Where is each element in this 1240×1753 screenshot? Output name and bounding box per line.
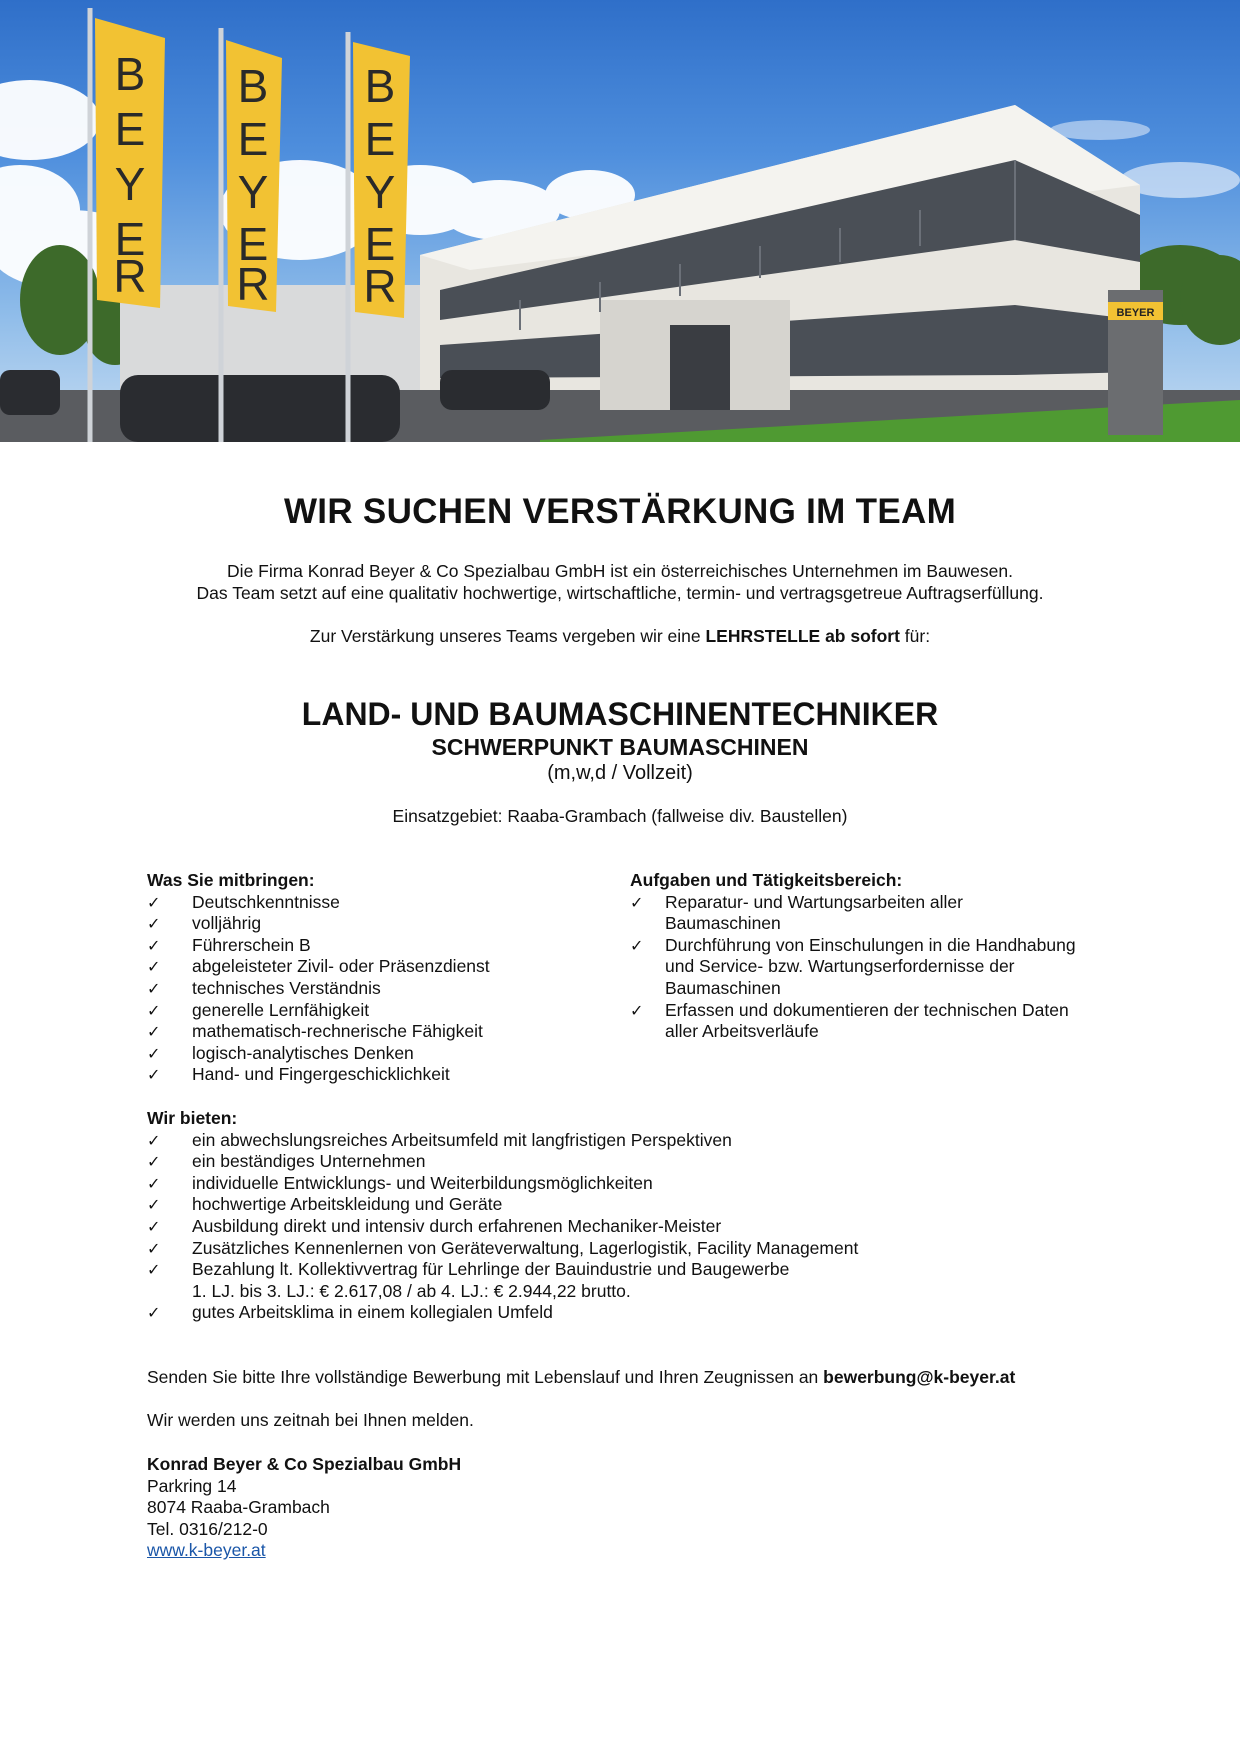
check-icon: ✓: [147, 1000, 161, 1020]
svg-text:E: E: [114, 213, 146, 265]
check-icon: ✓: [147, 1130, 161, 1150]
check-icon: ✓: [630, 1000, 644, 1020]
svg-text:R: R: [363, 260, 397, 312]
beyer-sign: [1108, 290, 1163, 435]
check-icon: ✓: [147, 1065, 161, 1085]
apply-email[interactable]: bewerbung@k-beyer.at: [823, 1367, 1016, 1387]
list-item-text: hochwertige Arbeitskleidung und Geräte: [192, 1194, 503, 1215]
job-title: LAND- UND BAUMASCHINENTECHNIKER: [301, 696, 939, 732]
check-icon: ✓: [147, 1022, 161, 1042]
list-item-text: Durchführung von Einschulungen in die Handhabung und Service- bzw. Wartungserfordernisse der Baumaschinen: [665, 934, 1076, 998]
check-icon: ✓: [147, 1260, 161, 1280]
list-item: [147, 913, 607, 935]
list-item-text: Zusätzliches Kennenlernen von Geräteverwaltung, Lagerlogistik, Facility Management: [192, 1237, 859, 1258]
check-icon: ✓: [147, 1303, 161, 1323]
list-item-text: Ausbildung direkt und intensiv durch erfahrenen Mechaniker-Meister: [192, 1215, 722, 1236]
list-item: [147, 1064, 607, 1086]
building-illustration: [0, 0, 1240, 442]
check-icon: ✓: [630, 935, 644, 955]
check-icon: ✓: [147, 978, 161, 998]
list-item-text: volljährig: [192, 913, 262, 934]
list-item-text: generelle Lernfähigkeit: [192, 999, 370, 1020]
svg-text:R: R: [236, 258, 270, 310]
reply-note: Wir werden uns zeitnah bei Ihnen melden.: [147, 1410, 474, 1430]
list-item: [147, 1194, 1147, 1216]
offer-prefix: Zur Verstärkung unseres Teams vergeben wir eine: [309, 626, 706, 646]
check-icon: ✓: [147, 1195, 161, 1215]
check-icon: ✓: [147, 1216, 161, 1236]
list-item: [147, 1043, 607, 1065]
check-icon: ✓: [147, 935, 161, 955]
check-icon: ✓: [147, 1152, 161, 1172]
company-name: Konrad Beyer & Co Spezialbau GmbH: [147, 1454, 462, 1474]
check-icon: ✓: [147, 957, 161, 977]
list-item: [630, 892, 1080, 935]
list-item-text: gutes Arbeitsklima in einem kollegialen Umfeld: [192, 1302, 553, 1323]
company-address: [147, 1454, 461, 1562]
building: [420, 105, 1140, 410]
svg-text:B: B: [364, 60, 396, 112]
sign-label: BEYER: [1116, 307, 1155, 319]
svg-text:E: E: [364, 218, 396, 270]
list-item: [147, 892, 607, 914]
list-item: [147, 1216, 1147, 1238]
svg-text:Y: Y: [237, 166, 269, 218]
tasks-section: [630, 870, 1080, 1043]
pay-detail: 1. LJ. bis 3. LJ.: € 2.617,08 / ab 4. LJ.: € 2.944,22 brutto.: [192, 1280, 631, 1301]
check-icon: ✓: [147, 892, 161, 912]
check-icon: ✓: [147, 1173, 161, 1193]
list-item: [147, 1173, 1147, 1195]
flags: [95, 18, 410, 318]
offer-suffix: für:: [899, 626, 931, 646]
apply-text: Senden Sie bitte Ihre vollständige Bewerbung mit Lebenslauf und Ihren Zeugnissen an: [147, 1367, 824, 1387]
check-icon: ✓: [147, 1238, 161, 1258]
hero-photo: [0, 0, 1240, 442]
svg-text:E: E: [237, 218, 269, 270]
requirements-heading: Was Sie mitbringen:: [147, 870, 315, 890]
check-icon: ✓: [630, 892, 644, 912]
benefits-section: [147, 1108, 1147, 1324]
list-item-text: logisch-analytisches Denken: [192, 1042, 414, 1063]
list-item-text: Bezahlung lt. Kollektivvertrag für Lehrlinge der Bauindustrie und Baugewerbe: [192, 1259, 790, 1280]
svg-text:E: E: [364, 113, 396, 165]
offer-highlight: LEHRSTELLE ab sofort: [705, 626, 900, 646]
list-item: [147, 1238, 1147, 1260]
list-item: [147, 1151, 1147, 1173]
list-item: [147, 1000, 607, 1022]
company-city: 8074 Raaba-Grambach: [147, 1497, 330, 1518]
svg-text:E: E: [114, 103, 146, 155]
intro-line-2: Das Team setzt auf eine qualitativ hochwertige, wirtschaftliche, termin- und vertragsgetreue Auftragserfüllung.: [196, 583, 1044, 603]
requirements-section: [147, 870, 607, 1086]
list-item-text: ein abwechslungsreiches Arbeitsumfeld mit langfristigen Perspektiven: [192, 1129, 732, 1150]
svg-text:Y: Y: [114, 158, 146, 210]
job-location: Einsatzgebiet: Raaba-Grambach (fallweise div. Baustellen): [392, 806, 848, 826]
svg-text:Y: Y: [364, 166, 396, 218]
benefits-heading: Wir bieten:: [147, 1108, 238, 1128]
application-instructions: [147, 1367, 1015, 1388]
list-item: [147, 1302, 1147, 1324]
tasks-heading: Aufgaben und Tätigkeitsbereich:: [630, 870, 903, 890]
apprenticeship-offer: [0, 626, 1240, 647]
job-subtitle: SCHWERPUNKT BAUMASCHINEN: [431, 734, 809, 760]
job-type: (m,w,d / Vollzeit): [547, 762, 693, 784]
benefits-list: [147, 1130, 1147, 1324]
list-item-text: Deutschkenntnisse: [192, 891, 340, 912]
check-icon: ✓: [147, 1043, 161, 1063]
company-intro: [0, 560, 1240, 604]
list-item: [147, 1021, 607, 1043]
list-item-text: Hand- und Fingergeschicklichkeit: [192, 1064, 450, 1085]
list-item: [147, 956, 607, 978]
svg-text:R: R: [113, 250, 147, 302]
list-item-text: ein beständiges Unternehmen: [192, 1151, 426, 1172]
company-website-link[interactable]: www.k-beyer.at: [147, 1540, 266, 1561]
svg-text:B: B: [237, 60, 269, 112]
check-icon: ✓: [147, 914, 161, 934]
company-phone: Tel. 0316/212-0: [147, 1518, 268, 1539]
company-street: Parkring 14: [147, 1475, 237, 1496]
list-item: [147, 935, 607, 957]
list-item-text: Reparatur- und Wartungsarbeiten aller Baumaschinen: [665, 891, 963, 934]
list-item-text: Erfassen und dokumentieren der technischen Daten aller Arbeitsverläufe: [665, 999, 1069, 1042]
list-item: [630, 935, 1080, 1000]
intro-line-1: Die Firma Konrad Beyer & Co Spezialbau GmbH ist ein österreichisches Unternehmen im Bauwesen.: [227, 561, 1013, 581]
page-title: WIR SUCHEN VERSTÄRKUNG IM TEAM: [283, 492, 957, 531]
requirements-list: [147, 892, 607, 1086]
list-item-text: individuelle Entwicklungs- und Weiterbildungsmöglichkeiten: [192, 1172, 653, 1193]
list-item: [630, 1000, 1080, 1043]
list-item: [147, 1130, 1147, 1152]
list-item-text: Führerschein B: [192, 934, 311, 955]
list-item-text: mathematisch-rechnerische Fähigkeit: [192, 1021, 483, 1042]
tasks-list: [630, 892, 1080, 1043]
list-item-text: abgeleisteter Zivil- oder Präsenzdienst: [192, 956, 490, 977]
flag-1-letter: B: [114, 48, 146, 100]
svg-text:E: E: [237, 113, 269, 165]
list-item: [147, 978, 607, 1000]
list-item: [147, 1259, 1147, 1302]
list-item-text: technisches Verständnis: [192, 977, 381, 998]
